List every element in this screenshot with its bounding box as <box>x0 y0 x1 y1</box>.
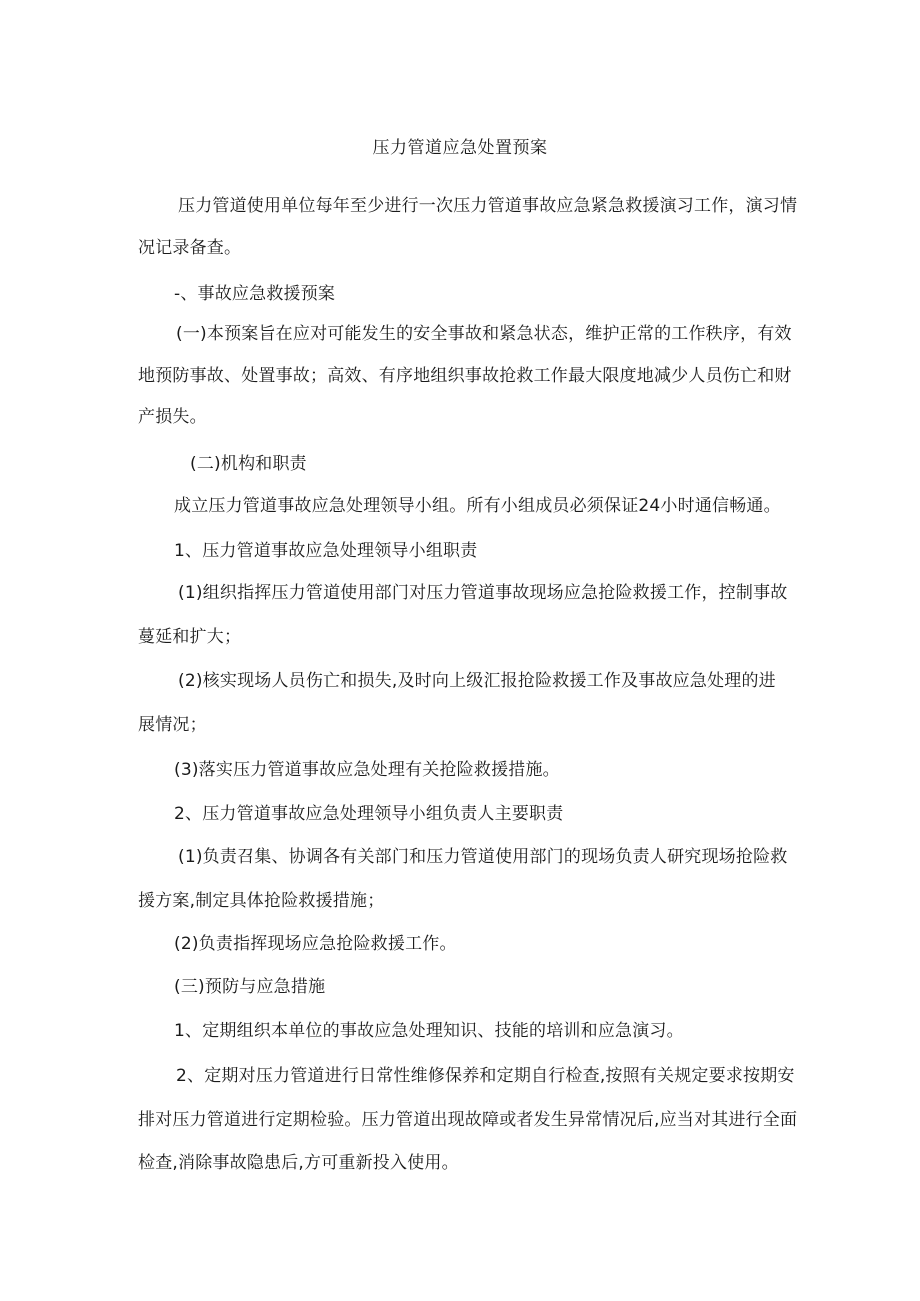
text-line: 2、定期对压力管道进行日常性维修保养和定期自行检查,按照有关规定要求按期安 <box>176 1066 795 1086</box>
text-line: (2)核实现场人员伤亡和损失,及时向上级汇报抢险救援工作及事故应急处理的进 <box>178 671 776 691</box>
text-line: 排对压力管道进行定期检验。压力管道出现故障或者发生异常情况后,应当对其进行全面 <box>138 1110 798 1130</box>
text-line: (一)本预案旨在应对可能发生的安全事故和紧急状态，维护正常的工作秩序，有效 <box>176 324 792 344</box>
text-line: (2)负责指挥现场应急抢险救援工作。 <box>174 934 457 954</box>
document-title: 压力管道应急处置预案 <box>372 138 548 158</box>
text-line: 地预防事故、处置事故；高效、有序地组织事故抢救工作最大限度地减少人员伤亡和财 <box>138 366 792 386</box>
subsection-heading: 2、压力管道事故应急处理领导小组负责人主要职责 <box>174 804 564 824</box>
text-line: (1)负责召集、协调各有关部门和压力管道使用部门的现场负责人研究现场抢险救 <box>178 847 788 867</box>
text-line: 压力管道使用单位每年至少进行一次压力管道事故应急紧急救援演习工作，演习情 <box>178 196 798 216</box>
section-heading: (三)预防与应急措施 <box>174 977 326 997</box>
text-line: (1)组织指挥压力管道使用部门对压力管道事故现场应急抢险救援工作，控制事故 <box>178 583 788 603</box>
text-line: 展情况； <box>138 715 207 735</box>
text-line: 蔓延和扩大； <box>138 627 242 647</box>
text-line: 成立压力管道事故应急处理领导小组。所有小组成员必须保证24小时通信畅通。 <box>174 496 781 516</box>
text-line: 检查,消除事故隐患后,方可重新投入使用。 <box>138 1153 459 1173</box>
text-line: (3)落实压力管道事故应急处理有关抢险救援措施。 <box>174 760 560 780</box>
section-heading: -、事故应急救援预案 <box>174 284 336 304</box>
text-line: 况记录备查。 <box>138 238 242 258</box>
subsection-heading: 1、压力管道事故应急处理领导小组职责 <box>174 541 478 561</box>
text-line: 援方案,制定具体抢险救援措施； <box>138 891 385 911</box>
text-line: 1、定期组织本单位的事故应急处理知识、技能的培训和应急演习。 <box>174 1021 684 1041</box>
section-heading: (二)机构和职责 <box>190 454 307 474</box>
text-line: 产损失。 <box>138 407 207 427</box>
